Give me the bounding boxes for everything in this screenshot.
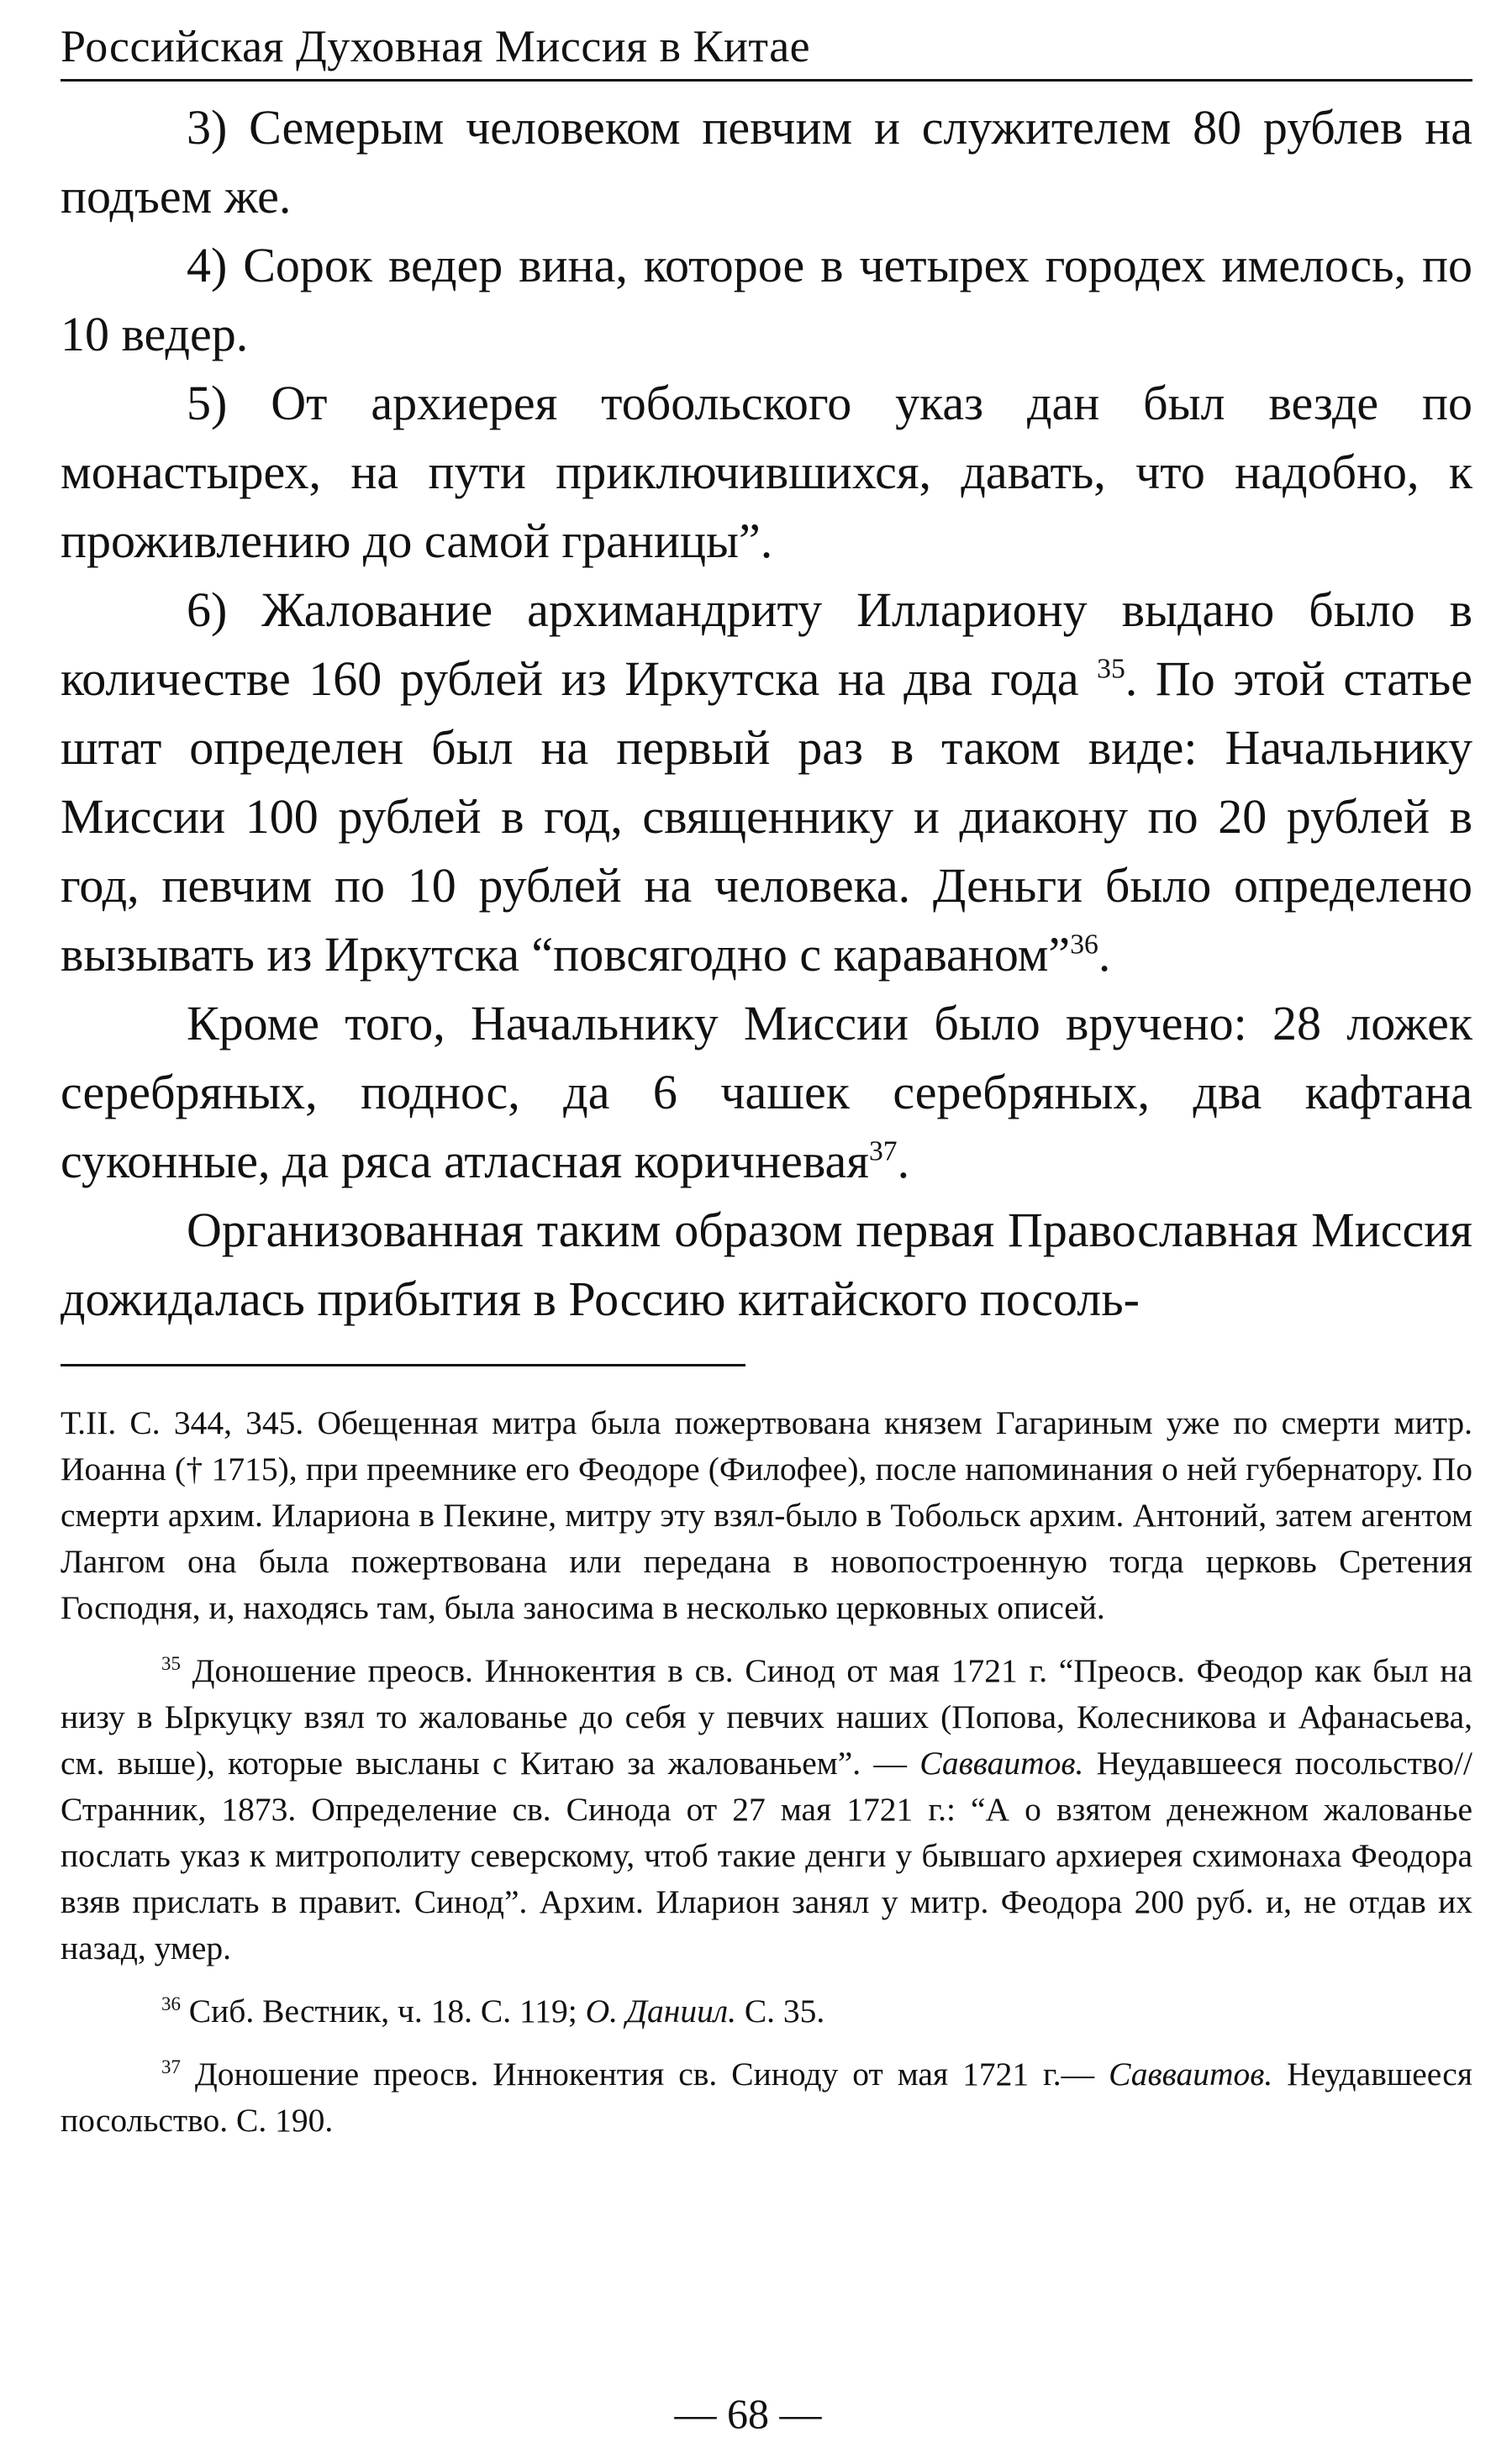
- footnote-author: Савваитов.: [1109, 2056, 1273, 2093]
- footnote-text: Неудавшееся посольство// Странник, 1873. Определение св. Синода от 27 мая 1721 г.: “А о взятом денежном жалованье послать указ к митрополиту северскому, чтоб такие денги у бывшаго архиерея схимонаха Феодора взяв прислать в правит. Синод”. Архим. Иларион занял у митр. Феодора 200 руб. и, не отдав их назад, умер.: [61, 1745, 1473, 1967]
- paragraph-text: Кроме того, Начальнику Миссии было вручено: 28 ложек серебряных, поднос, да 6 чашек серебряных, два кафтана суконные, да ряса атласная коричневая: [61, 996, 1472, 1189]
- footnote-37: [61, 2051, 1472, 2144]
- footnote-text: Доношение преосв. Иннокентия в св. Синод от мая 1721 г. “Преосв. Феодор как был на низу в Ыркуцку взял то жалованье до себя у певчих наших (Попова, Колесникова и Афанасьева, см. выше), которые высланы с Китаю за жалованьем”. —: [61, 1652, 1472, 1782]
- footnote-number: 37: [161, 2056, 181, 2077]
- paragraph-item-3: 3) Семерым человеком певчим и служителем 80 рублев на подъем же.: [61, 100, 1472, 224]
- footnote-text: Доношение преосв. Иннокентия св. Синоду от мая 1721 г.—: [180, 2056, 1109, 2093]
- paragraph-gifts: [61, 989, 1472, 1196]
- footnote-ref-35[interactable]: 35: [1097, 653, 1125, 685]
- paragraph-mission: Организованная таким образом первая Православная Миссия дожидалась прибытия в Россию китайского посоль-: [61, 1203, 1472, 1327]
- footnote-ref-36[interactable]: 36: [1070, 929, 1098, 961]
- main-text: [61, 93, 1472, 1334]
- footnote-number: 36: [161, 1993, 181, 2014]
- paragraph-text: . По этой статье штат определен был на первый раз в таком виде: Начальнику Миссии 100 рублей в год, священнику и диакону по 20 рублей в год, певчим по 10 рублей на человека. Деньги было определено вызывать из Иркутска “повсягодно с караваном”: [61, 651, 1472, 982]
- footnote-author: О. Даниил.: [585, 1993, 736, 2030]
- footnote-text: Неудавшееся посольство. С. 190.: [61, 2056, 1473, 2140]
- page-number: — 68 —: [674, 2390, 822, 2437]
- footnote-number: 35: [161, 1652, 181, 1674]
- running-title: Российская Духовная Миссия в Китае: [61, 20, 1472, 82]
- paragraph-text: 6) Жалование архимандриту Иллариону выдано было в количестве 160 рублей из Иркутска на два года: [61, 582, 1472, 707]
- footnote-continuation: Т.II. С. 344, 345. Обещенная митра была пожертвована князем Гагариным уже по смерти митр. Иоанна († 1715), при преемнике его Феодоре (Филофее), после напоминания о ней губернатору. По смерти архим. Илариона в Пекине, митру эту взял-было в Тобольск архим. Антоний, затем агентом Лангом она была пожертвована или передана в новопостроенную тогда церковь Сретения Господня, и, находясь там, была заносима в несколько церковных описей.: [61, 1404, 1472, 1627]
- footnote-35: [61, 1648, 1472, 1972]
- footnotes-section: [61, 1400, 1472, 2144]
- book-page: [61, 20, 1472, 2161]
- footnote-36: [61, 1988, 1472, 2035]
- paragraph-item-6: [61, 576, 1472, 989]
- paragraph-text: .: [1098, 927, 1111, 982]
- footnote-divider: [61, 1364, 745, 1366]
- footnote-ref-37[interactable]: 37: [868, 1135, 898, 1167]
- paragraph-item-4: 4) Сорок ведер вина, которое в четырех городех имелось, по 10 ведер.: [61, 238, 1472, 362]
- footnote-author: Савваитов.: [919, 1745, 1084, 1782]
- paragraph-text: .: [897, 1134, 910, 1189]
- paragraph-item-5: 5) От архиерея тобольского указ дан был везде по монастырех, на пути приключившихся, давать, что надобно, к проживлению до самой границы”.: [61, 376, 1472, 569]
- footnote-text: С. 35.: [735, 1993, 825, 2030]
- footnote-text: Сиб. Вестник, ч. 18. С. 119;: [180, 1993, 586, 2030]
